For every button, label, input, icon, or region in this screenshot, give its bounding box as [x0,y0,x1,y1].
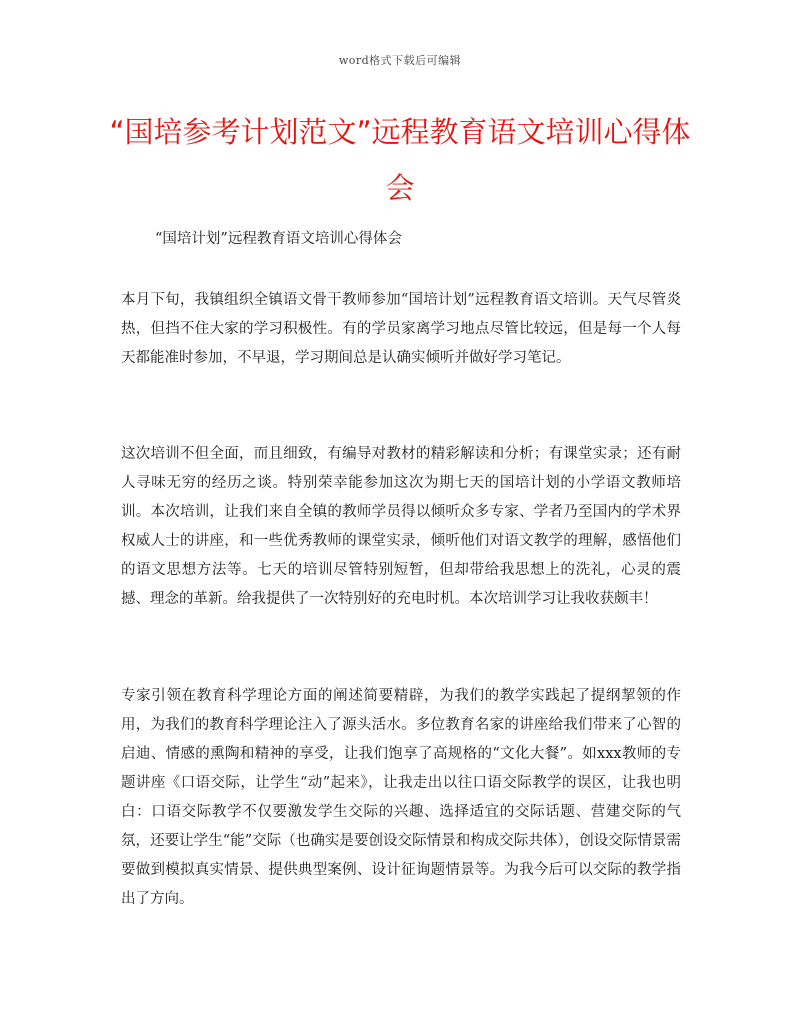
document-subtitle: “国培计划”远程教育语文培训心得体会 [155,231,402,247]
body-paragraph: 本月下旬，我镇组织全镇语文骨干教师参加“国培计划”远程教育语文培训。天气尽管炎热，但挡不住大家的学习积极性。有的学员家离学习地点尽管比较远，但是每一个人每天都能准时参加，不早退，学习期间总是认确实倾听并做好学习笔记。 [121,292,681,366]
body-paragraph: 这次培训不但全面，而且细致，有编导对教材的精彩解读和分析；有课堂实录；还有耐人寻味无穷的经历之谈。特别荣幸能参加这次为期七天的国培计划的小学语文教师培训。本次培训，让我们来自全镇的教师学员得以倾听众多专家、学者乃至国内的学术界权威人士的讲座，和一些优秀教师的课堂实录，倾听他们对语文教学的理解，感悟他们的语文思想方法等。七天的培训尽管特别短暂，但却带给我思想上的洗礼，心灵的震撼、理念的革新。给我提供了一次特别好的充电时机。本次培训学习让我收获颇丰！ [121,446,681,607]
document-title: “国培参考计划范文”远程教育语文培训心得体会 [109,115,691,205]
header-note: word格式下载后可编辑 [338,54,462,67]
body-paragraph: 专家引领在教育科学理论方面的阐述简要精辟，为我们的教学实践起了提纲挈领的作用，为我们的教育科学理论注入了源头活水。多位教育名家的讲座给我们带来了心智的启迪、情感的熏陶和精神的享受，让我们饱享了高规格的“文化大餐”。如xxx教师的专题讲座《口语交际，让学生“动”起来》，让我走出以往口语交际教学的误区，让我也明白：口语交际教学不仅要激发学生交际的兴趣、选择适宜的交际话题、营建交际的气氛，还要让学生“能”交际（也确实是要创设交际情景和构成交际共体），创设交际情景需要做到模拟真实情景、提供典型案例、设计征询题情景等。为我今后可以交际的教学指出了方向。 [121,688,681,907]
